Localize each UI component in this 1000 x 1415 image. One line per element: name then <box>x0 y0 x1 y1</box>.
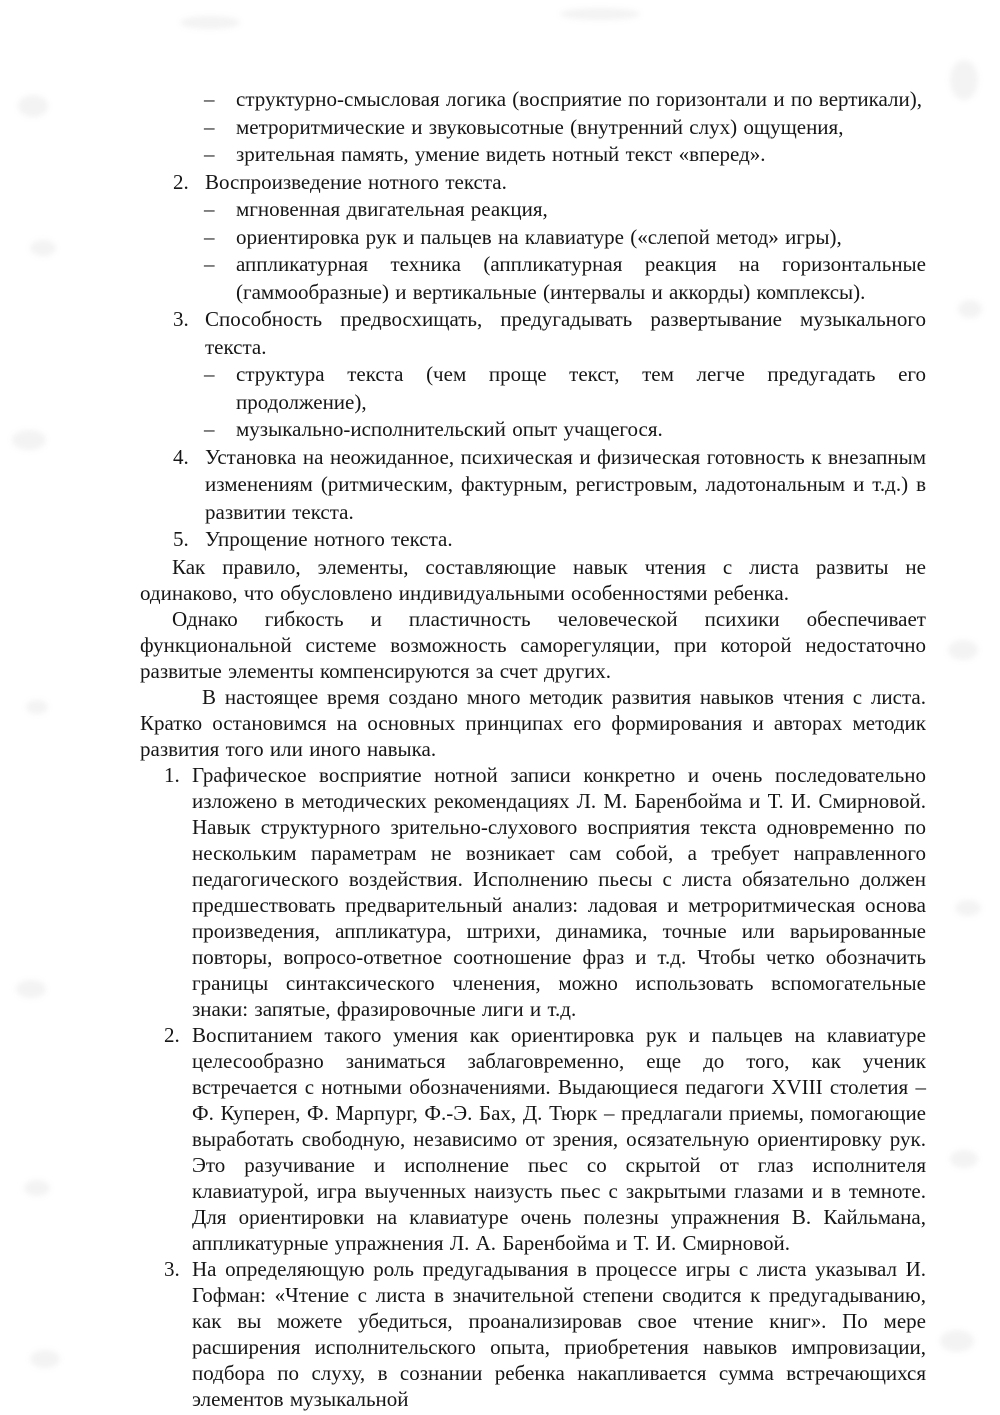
list-number: 3. <box>164 1256 180 1281</box>
list-item-numbered <box>140 1256 926 1412</box>
dash-bullet: – <box>204 252 215 276</box>
dash-bullet: – <box>204 114 215 139</box>
list-item-text: Графическое восприятие нотной записи конкретно и очень последовательно изложено в методических рекомендациях Л. М. Баренбойма и Т. И. Смирновой. Навык структурного зрительно-слухового восприятия текста одновременно по нескольким параметрам не возникает сам собой, а требует направленного педагогического воздействия. Исполнению пьесы с листа обязательно должен предшествовать предварительный анализ: ладовая и метроритмическая основа произведения, аппликатура, штрихи, динамика, точные или варьированные повторы, вопросо-ответное соотношение фраз и т.д. Чтобы четко обозначить границы синтаксического членения, можно использовать вспомогательные знаки: запятые, фразировочные лиги и т.д. <box>192 762 926 1021</box>
paragraph: Однако гибкость и пластичность человеческой психики обеспечивает функциональной системе возможность саморегуляции, при которой недостаточно развитые элементы компенсируются за счет других. <box>140 606 926 683</box>
list-item-dash <box>140 196 926 224</box>
scan-artifact <box>30 1350 60 1368</box>
list-item-text: структура текста (чем проще текст, тем легче предугадать его продолжение), <box>236 362 926 414</box>
scan-artifact <box>560 8 640 20</box>
list-item-text: структурно-смысловая логика (восприятие по горизонтали и по вертикали), <box>236 87 923 111</box>
list-item-numbered <box>140 526 926 554</box>
scan-artifact <box>24 1180 50 1196</box>
scan-artifact <box>955 900 981 916</box>
list-item-dash <box>140 141 926 169</box>
list-number: 5. <box>173 527 189 551</box>
list-item-numbered <box>140 1022 926 1256</box>
list-number: 1. <box>164 762 180 787</box>
document-text-block <box>140 86 926 1412</box>
scan-artifact <box>26 700 48 714</box>
list-item-numbered <box>140 762 926 1022</box>
list-item-text: Воспитанием такого умения как ориентировка рук и пальцев на клавиатуре целесообразно заниматься заблаговременно, еще до того, как ученик встречается с нотными обозначениями. Выдающиеся педагоги XVIII столетия – Ф. Куперен, Ф. Марпург, Ф.-Э. Бах, Д. Тюрк – предлагали приемы, помогающие выработать свободную, независимо от зрения, осязательную ориентировку рук. Это разучивание и исполнение пьес со скрытой от глаз исполнителя клавиатурой, игра выученных наизусть пьес с закрытыми глазами и в темноте. Для ориентировки на клавиатуре очень полезны упражнения В. Кайльмана, аппликатурные упражнения Л. А. Баренбойма и Т. И. Смирновой. <box>192 1022 926 1255</box>
list-item-dash <box>140 224 926 252</box>
scan-artifact <box>180 16 240 29</box>
dash-bullet: – <box>204 417 215 441</box>
list-item-numbered <box>140 169 926 197</box>
list-item-text: музыкально-исполнительский опыт учащегося. <box>236 417 663 441</box>
list-item-text: зрительная память, умение видеть нотный текст «вперед». <box>236 142 766 166</box>
list-item-dash <box>140 251 926 306</box>
list-number: 4. <box>173 444 189 469</box>
scan-artifact <box>940 1330 974 1352</box>
scan-artifact <box>950 1150 978 1168</box>
list-item-text: Воспроизведение нотного текста. <box>205 169 507 194</box>
list-number: 3. <box>173 307 189 331</box>
scan-artifact <box>16 980 46 998</box>
dash-bullet: – <box>204 87 215 111</box>
paragraph: В настоящее время создано много методик развития навыков чтения с листа. Кратко остановимся на основных принципах его формирования и авторах методик развития того или иного навыка. <box>140 684 926 761</box>
list-item-text: мгновенная двигательная реакция, <box>236 197 548 221</box>
dash-bullet: – <box>204 142 215 166</box>
list-item-text: метроритмические и звуковысотные (внутренний слух) ощущения, <box>236 114 844 139</box>
scan-artifact <box>30 240 56 256</box>
list-number: 2. <box>173 169 189 194</box>
list-item-dash <box>140 114 926 142</box>
list-item-text: ориентировка рук и пальцев на клавиатуре («слепой метод» игры), <box>236 224 842 249</box>
scan-artifact <box>958 300 982 318</box>
list-item-text: На определяющую роль предугадывания в процессе игры с листа указывал И. Гофман: «Чтение с листа в значительной степени сводится к предугадыванию, как вы можете убедиться, проанализировав свое чтение книг». По мере расширения исполнительского опыта, приобретения навыков импровизации, подбора по слуху, в сознании ребенка накапливается сумма встречающихся элементов музыкальной <box>192 1256 926 1411</box>
list-number: 2. <box>164 1022 180 1047</box>
dash-bullet: – <box>204 224 215 249</box>
list-item-dash <box>140 86 926 114</box>
dash-bullet: – <box>204 362 215 386</box>
list-item-dash <box>140 416 926 444</box>
list-item-text: аппликатурная техника (аппликатурная реакция на горизонтальные (гаммообразные) и вертикальные (интервалы и аккорды) комплексы). <box>236 252 926 304</box>
list-item-text: Способность предвосхищать, предугадывать развертывание музыкального текста. <box>205 307 926 359</box>
scan-artifact <box>18 95 48 117</box>
list-item-numbered <box>140 306 926 361</box>
scan-artifact <box>950 60 978 100</box>
dash-bullet: – <box>204 197 215 221</box>
list-item-text: Упрощение нотного текста. <box>205 527 453 551</box>
paragraph: Как правило, элементы, составляющие навык чтения с листа развиты не одинаково, что обусловлено индивидуальными особенностями ребенка. <box>140 554 926 605</box>
list-item-dash <box>140 361 926 416</box>
list-item-text: Установка на неожиданное, психическая и физическая готовность к внезапным изменениям (ритмическим, фактурным, регистровым, ладотональным и т.д.) в развитии текста. <box>205 444 926 524</box>
scan-artifact <box>12 430 46 450</box>
list-item-numbered <box>140 444 926 527</box>
scan-artifact <box>948 640 978 660</box>
